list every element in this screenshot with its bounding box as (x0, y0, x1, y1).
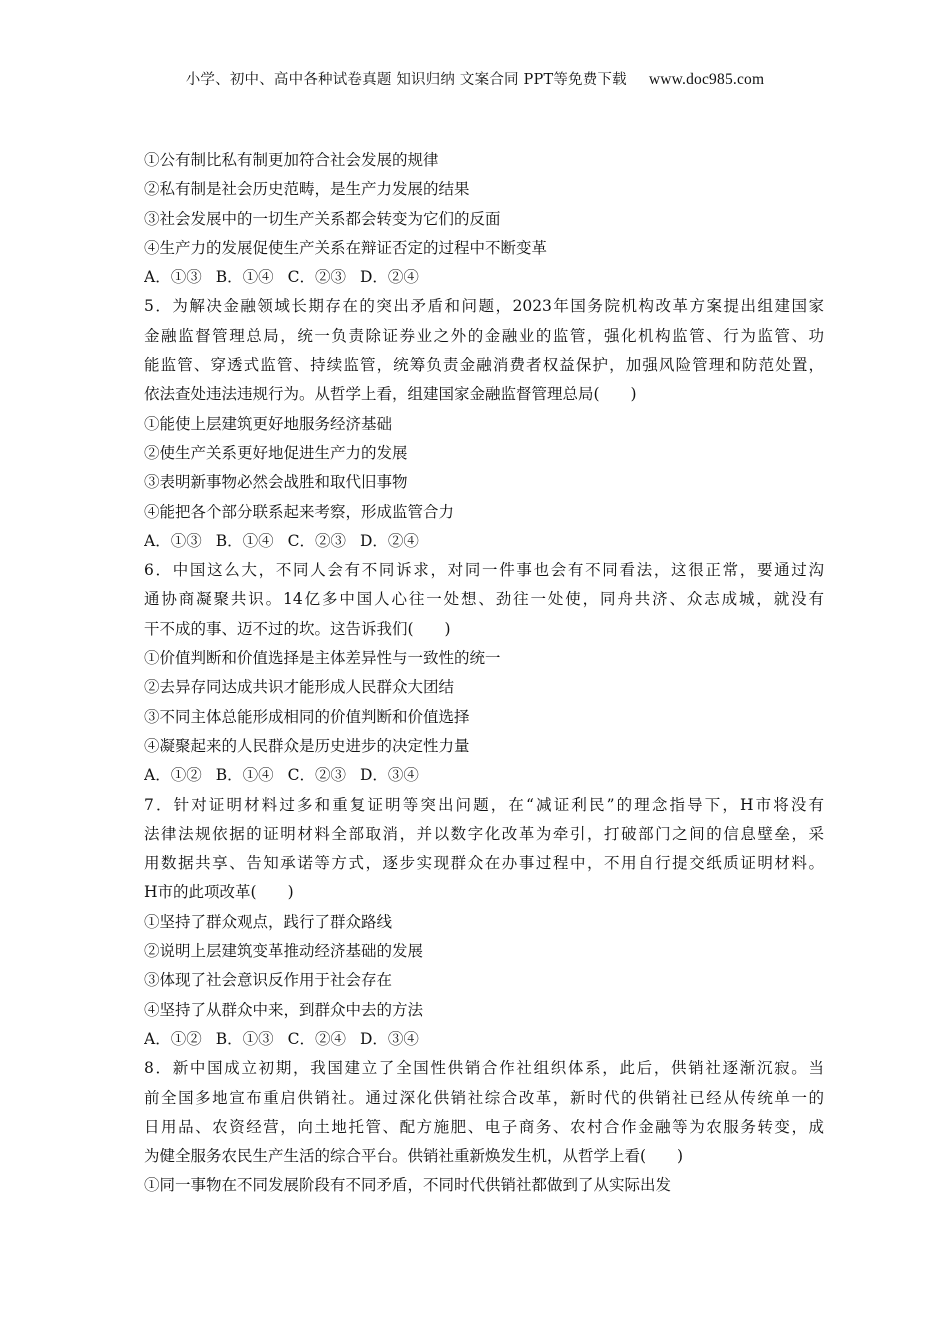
q5-option: ③表明新事物必然会战胜和取代旧事物 (144, 473, 408, 492)
header-text: 小学、初中、高中各种试卷真题 知识归纳 文案合同 PPT等免费下载 (185, 72, 627, 88)
q6-answer-b: B．①④ (215, 766, 274, 785)
q5-stem-line: 金融监督管理总局，统一负责除证券业之外的金融业的监管，强化机构监管、行为监管、功 (144, 326, 824, 345)
q8-stem-line: 为健全服务农民生产生活的综合平台。供销社重新焕发生机，从哲学上看( ) (144, 1147, 684, 1166)
q4-option: ②私有制是社会历史范畴，是生产力发展的结果 (144, 180, 470, 199)
q5-answer-a: A．①③ (144, 531, 202, 550)
q4-option: ③社会发展中的一切生产关系都会转变为它们的反面 (144, 209, 501, 228)
q4-answer-b: B．①④ (215, 268, 274, 287)
q6-option: ②去异存同达成共识才能形成人民群众大团结 (144, 678, 455, 697)
q4-option: ④生产力的发展促使生产关系在辩证否定的过程中不断变革 (144, 238, 548, 257)
q7-option: ②说明上层建筑变革推动经济基础的发展 (144, 942, 424, 961)
q5-stem-line: 依法查处违法违规行为。从哲学上看，组建国家金融监督管理总局( ) (144, 385, 637, 404)
q5-stem-line: 5．为解决金融领域长期存在的突出矛盾和问题，2023年国务院机构改革方案提出组建国家 (144, 297, 824, 316)
q5-option: ①能使上层建筑更好地服务经济基础 (144, 414, 393, 433)
q6-stem-line: 通协商凝聚共识。14亿多中国人心往一处想、劲往一处使，同舟共济、众志成城，就没有 (144, 590, 824, 609)
q7-option: ④坚持了从群众中来，到群众中去的方法 (144, 1000, 424, 1019)
question-7 (144, 791, 824, 1055)
q4-option: ①公有制比私有制更加符合社会发展的规律 (144, 151, 439, 169)
q6-option: ③不同主体总能形成相同的价值判断和价值选择 (144, 707, 470, 726)
header-url[interactable]: www.doc985.com (648, 71, 765, 88)
page-header (0, 68, 950, 89)
q5-answer-b: B．①④ (215, 531, 274, 550)
q7-answer-b: B．①③ (215, 1029, 274, 1048)
exam-content (144, 146, 824, 1201)
q6-answer-d: D．③④ (359, 766, 419, 785)
q6-option: ④凝聚起来的人民群众是历史进步的决定性力量 (144, 736, 470, 755)
q4-answers (144, 263, 824, 292)
q4-answer-c: C．②③ (287, 268, 346, 287)
q6-option: ①价值判断和价值选择是主体差异性与一致性的统一 (144, 649, 501, 668)
q8-option: ①同一事物在不同发展阶段有不同矛盾，不同时代供销社都做到了从实际出发 (144, 1176, 672, 1195)
q8-stem-line: 日用品、农资经营，向土地托管、配方施肥、电子商务、农村合作金融等为农服务转变，成 (144, 1117, 824, 1136)
q7-answer-d: D．③④ (359, 1029, 419, 1048)
q7-answer-c: C．②④ (287, 1029, 346, 1048)
q4-answer-d: D．②④ (359, 268, 419, 287)
q6-answer-c: C．②③ (287, 766, 346, 785)
q6-answer-a: A．①② (144, 766, 202, 785)
q7-stem-line: 用数据共享、告知承诺等方式，逐步实现群众在办事过程中，不用自行提交纸质证明材料。 (144, 854, 824, 873)
q5-option: ②使生产关系更好地促进生产力的发展 (144, 443, 408, 462)
q5-answer-d: D．②④ (359, 531, 419, 550)
q8-stem-line: 8．新中国成立初期，我国建立了全国性供销合作社组织体系，此后，供销社逐渐沉寂。当 (144, 1059, 824, 1078)
q7-answers (144, 1025, 824, 1054)
q5-stem-line: 能监管、穿透式监管、持续监管，统筹负责金融消费者权益保护，加强风险管理和防范处置， (144, 356, 824, 375)
q7-option: ③体现了社会意识反作用于社会存在 (144, 971, 393, 990)
q7-answer-a: A．①② (144, 1029, 202, 1048)
q6-stem-line: 干不成的事、迈不过的坎。这告诉我们( ) (144, 619, 451, 638)
q5-answers (144, 527, 824, 556)
question-5 (144, 292, 824, 556)
q7-option: ①坚持了群众观点，践行了群众路线 (144, 912, 393, 931)
q7-stem-line: 7．针对证明材料过多和重复证明等突出问题，在“减证利民”的理念指导下，H市将没有 (144, 795, 824, 814)
q4-answer-a: A．①③ (144, 268, 202, 287)
q6-answers (144, 761, 824, 790)
question-4 (144, 146, 824, 292)
question-6 (144, 556, 824, 790)
question-8 (144, 1054, 824, 1200)
q7-stem-line: H市的此项改革( ) (144, 883, 294, 902)
q7-stem-line: 法律法规依据的证明材料全部取消，并以数字化改革为牵引，打破部门之间的信息壁垒，采 (144, 824, 824, 843)
q8-stem-line: 前全国多地宣布重启供销社。通过深化供销社综合改革，新时代的供销社已经从传统单一的 (144, 1088, 824, 1107)
q5-answer-c: C．②③ (287, 531, 346, 550)
q6-stem-line: 6．中国这么大，不同人会有不同诉求，对同一件事也会有不同看法，这很正常，要通过沟 (144, 561, 824, 580)
q5-option: ④能把各个部分联系起来考察，形成监管合力 (144, 502, 455, 521)
